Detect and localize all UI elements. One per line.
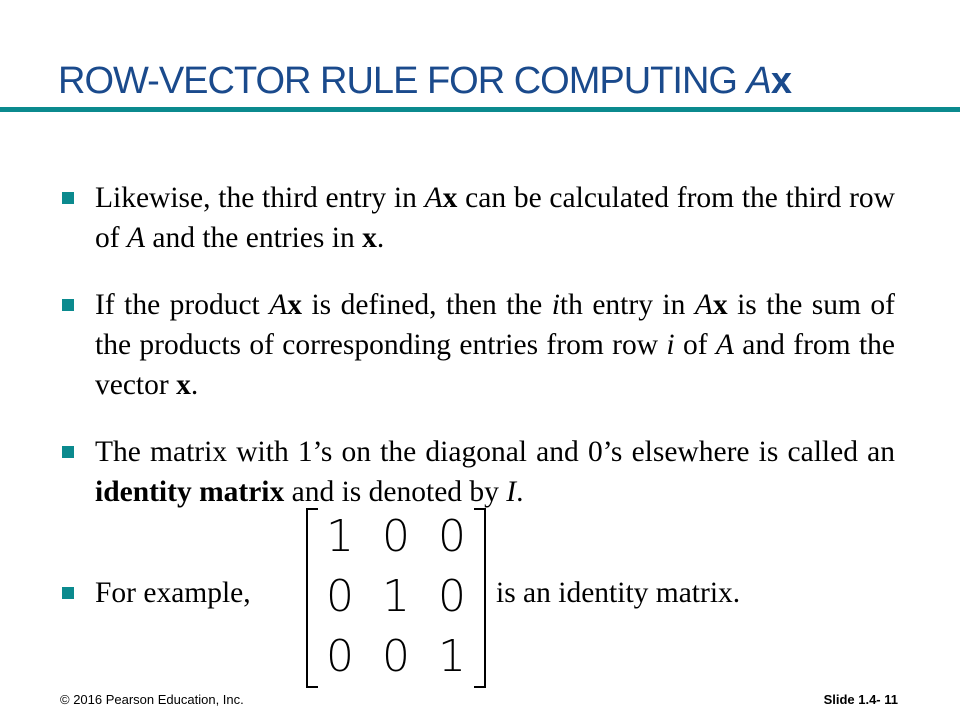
- title-divider: [0, 107, 960, 112]
- math-vector: x: [362, 222, 377, 254]
- bullet-item-4-tail: is an identity matrix.: [496, 577, 741, 609]
- matrix-cell: 0: [326, 571, 354, 622]
- bullet-square-icon: [62, 446, 74, 458]
- math-var: A: [715, 329, 734, 361]
- matrix-cell: 0: [326, 631, 354, 682]
- math-vector: x: [176, 369, 191, 401]
- text-segment: .: [516, 476, 524, 508]
- text-segment: and the entries in: [144, 222, 363, 254]
- text-segment: th entry in: [559, 289, 695, 321]
- bullet-square-icon: [62, 587, 74, 599]
- math-var: A: [424, 182, 443, 214]
- math-var: A: [269, 289, 288, 321]
- text-segment: is defined, then the: [302, 289, 552, 321]
- bullet-square-icon: [62, 299, 74, 311]
- matrix-cell: 1: [382, 571, 410, 622]
- matrix-cell: 0: [438, 571, 466, 622]
- bullet-item-1: [95, 178, 895, 258]
- matrix-right-bracket: [474, 508, 486, 688]
- bullet-item-4-lead: For example,: [95, 577, 251, 609]
- math-vector: x: [712, 289, 728, 321]
- math-var: A: [694, 289, 713, 321]
- identity-matrix: [306, 508, 486, 686]
- slide-title-var-a: A: [746, 60, 771, 102]
- slide-title: [58, 60, 938, 103]
- math-var: I: [506, 476, 517, 508]
- math-var: A: [126, 222, 145, 254]
- matrix-cell: 1: [326, 511, 354, 562]
- text-segment: Likewise, the third entry in: [95, 182, 425, 214]
- matrix-left-bracket: [306, 508, 318, 688]
- matrix-cell: 0: [382, 511, 410, 562]
- text-segment: can be calculated from the third row of: [95, 182, 895, 254]
- text-segment: is the sum of the products of corresponding entries from row: [95, 289, 895, 361]
- matrix-cell: 1: [438, 631, 466, 682]
- bullet-item-2: [95, 285, 895, 405]
- slide-title-var-x: x: [770, 60, 792, 102]
- matrix-cell: 0: [438, 511, 466, 562]
- footer-slide-number: Slide 1.4- 11: [823, 692, 898, 707]
- bullet-item-3: [95, 432, 895, 512]
- text-segment: The matrix with 1’s on the diagonal and 0’s elsewhere is called an: [95, 436, 895, 468]
- text-segment: and from the vector: [95, 329, 895, 401]
- matrix-cell: 0: [382, 631, 410, 682]
- text-segment: and is denoted by: [284, 476, 507, 508]
- slide-title-text: ROW-VECTOR RULE FOR COMPUTING: [58, 60, 747, 102]
- text-segment: If the product: [95, 289, 270, 321]
- math-vector: x: [287, 289, 303, 321]
- term-bold: identity matrix: [95, 476, 285, 508]
- footer-copyright: © 2016 Pearson Education, Inc.: [60, 692, 244, 707]
- bullet-square-icon: [62, 192, 74, 204]
- math-vector: x: [442, 182, 458, 214]
- text-segment: .: [376, 222, 385, 254]
- text-segment: of: [674, 329, 716, 361]
- math-var: i: [666, 329, 675, 361]
- text-segment: .: [190, 369, 199, 401]
- math-var: i: [551, 289, 560, 321]
